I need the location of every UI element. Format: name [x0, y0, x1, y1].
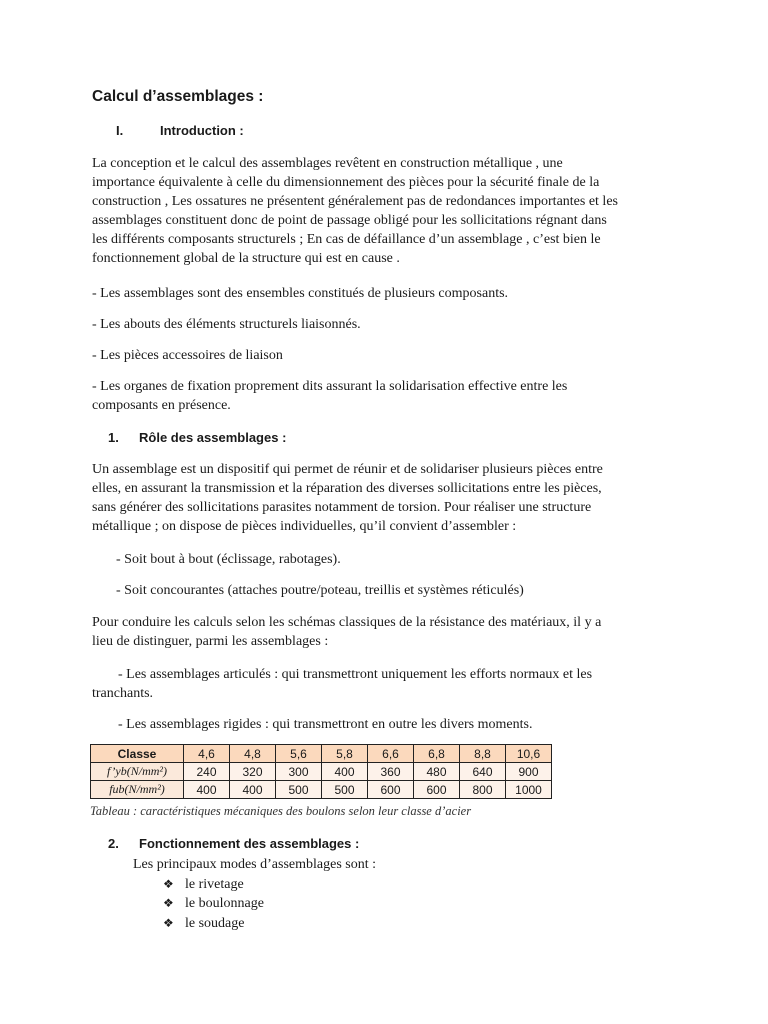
- table-header-cell: 4,8: [230, 745, 276, 763]
- paragraph-line: assemblages constituent donc de point de passage obligé pour les sollicitations régnant dans: [92, 213, 607, 228]
- paragraph-line: Un assemblage est un dispositif qui permet de réunir et de solidariser plusieurs pièces entre: [92, 462, 603, 477]
- table-header-cell: 4,6: [184, 745, 230, 763]
- paragraph-line: La conception et le calcul des assemblages revêtent en construction métallique , une: [92, 156, 563, 171]
- list-item-label: le boulonnage: [185, 896, 264, 911]
- row-label-fub: fub(N/mm²): [91, 781, 184, 799]
- table-cell: 480: [414, 763, 460, 781]
- section-number: I.: [116, 123, 124, 138]
- table-header-cell: 6,8: [414, 745, 460, 763]
- section-number: 1.: [108, 430, 119, 445]
- role-paragraph: [92, 460, 603, 536]
- list-item-label: le rivetage: [185, 877, 244, 892]
- table-header-label: Classe: [91, 745, 184, 763]
- calc-item-rigid: - Les assemblages rigides : qui transmettront en outre les divers moments.: [118, 717, 533, 732]
- section-label: Introduction :: [160, 123, 244, 138]
- paragraph-line: Pour conduire les calculs selon les schémas classiques de la résistance des matériaux, il y a: [92, 615, 602, 630]
- paragraph-line: les différents composants structurels ; En cas de défaillance d’un assemblage , c’est bien le: [92, 232, 601, 247]
- table-header-cell: 5,6: [276, 745, 322, 763]
- intro-item: - Les assemblages sont des ensembles constitués de plusieurs composants.: [92, 286, 509, 301]
- table-cell: 600: [368, 781, 414, 799]
- paragraph-line: fonctionnement global de la structure qui est en cause .: [92, 251, 400, 266]
- calc-paragraph: [92, 613, 601, 651]
- table-row: [91, 763, 552, 781]
- table-cell: 500: [322, 781, 368, 799]
- table-header-cell: 6,6: [368, 745, 414, 763]
- table-cell: 600: [414, 781, 460, 799]
- table-caption: Tableau : caractéristiques mécaniques des boulons selon leur classe d’acier: [90, 804, 472, 818]
- section-heading-role: [108, 430, 286, 445]
- paragraph-line: composants en présence.: [92, 398, 231, 413]
- table-cell: 1000: [506, 781, 552, 799]
- calc-item-articulated: [92, 665, 592, 703]
- table-cell: 300: [276, 763, 322, 781]
- table-cell: 800: [460, 781, 506, 799]
- table-cell: 400: [184, 781, 230, 799]
- section-label: Fonctionnement des assemblages :: [139, 836, 360, 851]
- section-label: Rôle des assemblages :: [139, 430, 287, 445]
- table-cell: 500: [276, 781, 322, 799]
- intro-paragraph: [92, 154, 672, 268]
- diamond-bullet-icon: ❖: [163, 896, 174, 910]
- intro-item: - Les pièces accessoires de liaison: [92, 348, 283, 363]
- role-item: - Soit bout à bout (éclissage, rabotages).: [116, 552, 341, 567]
- table-cell: 360: [368, 763, 414, 781]
- table-header-cell: 10,6: [506, 745, 552, 763]
- list-item: [163, 894, 264, 913]
- paragraph-line: construction , Les ossatures ne présentent généralement pas de redondances importantes et les: [92, 194, 618, 209]
- paragraph-line: métallique ; on dispose de pièces individuelles, qu’il convient d’assembler :: [92, 519, 517, 534]
- paragraph-line: tranchants.: [92, 686, 154, 701]
- section-heading-function: [108, 836, 359, 851]
- bolt-class-table: [90, 744, 552, 799]
- table-header-cell: 5,8: [322, 745, 368, 763]
- intro-item: - Les abouts des éléments structurels liaisonnés.: [92, 317, 361, 332]
- intro-item-last: [92, 377, 567, 415]
- section-heading-introduction: [116, 123, 244, 138]
- paragraph-line: lieu de distinguer, parmi les assemblages :: [92, 634, 329, 649]
- paragraph-line: elles, en assurant la transmission et la réparation des diverses sollicitations entre les pièces,: [92, 481, 602, 496]
- table-cell: 320: [230, 763, 276, 781]
- list-item: [163, 914, 244, 933]
- diamond-bullet-icon: ❖: [163, 877, 174, 891]
- table-cell: 900: [506, 763, 552, 781]
- table-cell: 240: [184, 763, 230, 781]
- list-item-label: le soudage: [185, 916, 245, 931]
- diamond-bullet-icon: ❖: [163, 916, 174, 930]
- paragraph-line: - Les organes de fixation proprement dits assurant la solidarisation effective entre les: [92, 379, 568, 394]
- paragraph-line: sans générer des sollicitations parasites notamment de torsion. Pour réaliser une structure: [92, 500, 592, 515]
- function-intro: Les principaux modes d’assemblages sont :: [133, 857, 377, 872]
- list-item: [163, 875, 244, 894]
- table-header-cell: 8,8: [460, 745, 506, 763]
- paragraph-line: - Les assemblages articulés : qui transmettront uniquement les efforts normaux et les: [118, 667, 593, 682]
- table-cell: 400: [230, 781, 276, 799]
- table-header-row: [91, 745, 552, 763]
- section-number: 2.: [108, 836, 119, 851]
- row-label-fyb: f’yb(N/mm²): [91, 763, 184, 781]
- role-item: - Soit concourantes (attaches poutre/poteau, treillis et systèmes réticulés): [116, 583, 524, 598]
- table-cell: 640: [460, 763, 506, 781]
- table-cell: 400: [322, 763, 368, 781]
- document-title: Calcul d’assemblages :: [92, 88, 264, 105]
- table-row: [91, 781, 552, 799]
- paragraph-line: importance équivalente à celle du dimensionnement des pièces pour la sécurité finale de la: [92, 175, 600, 190]
